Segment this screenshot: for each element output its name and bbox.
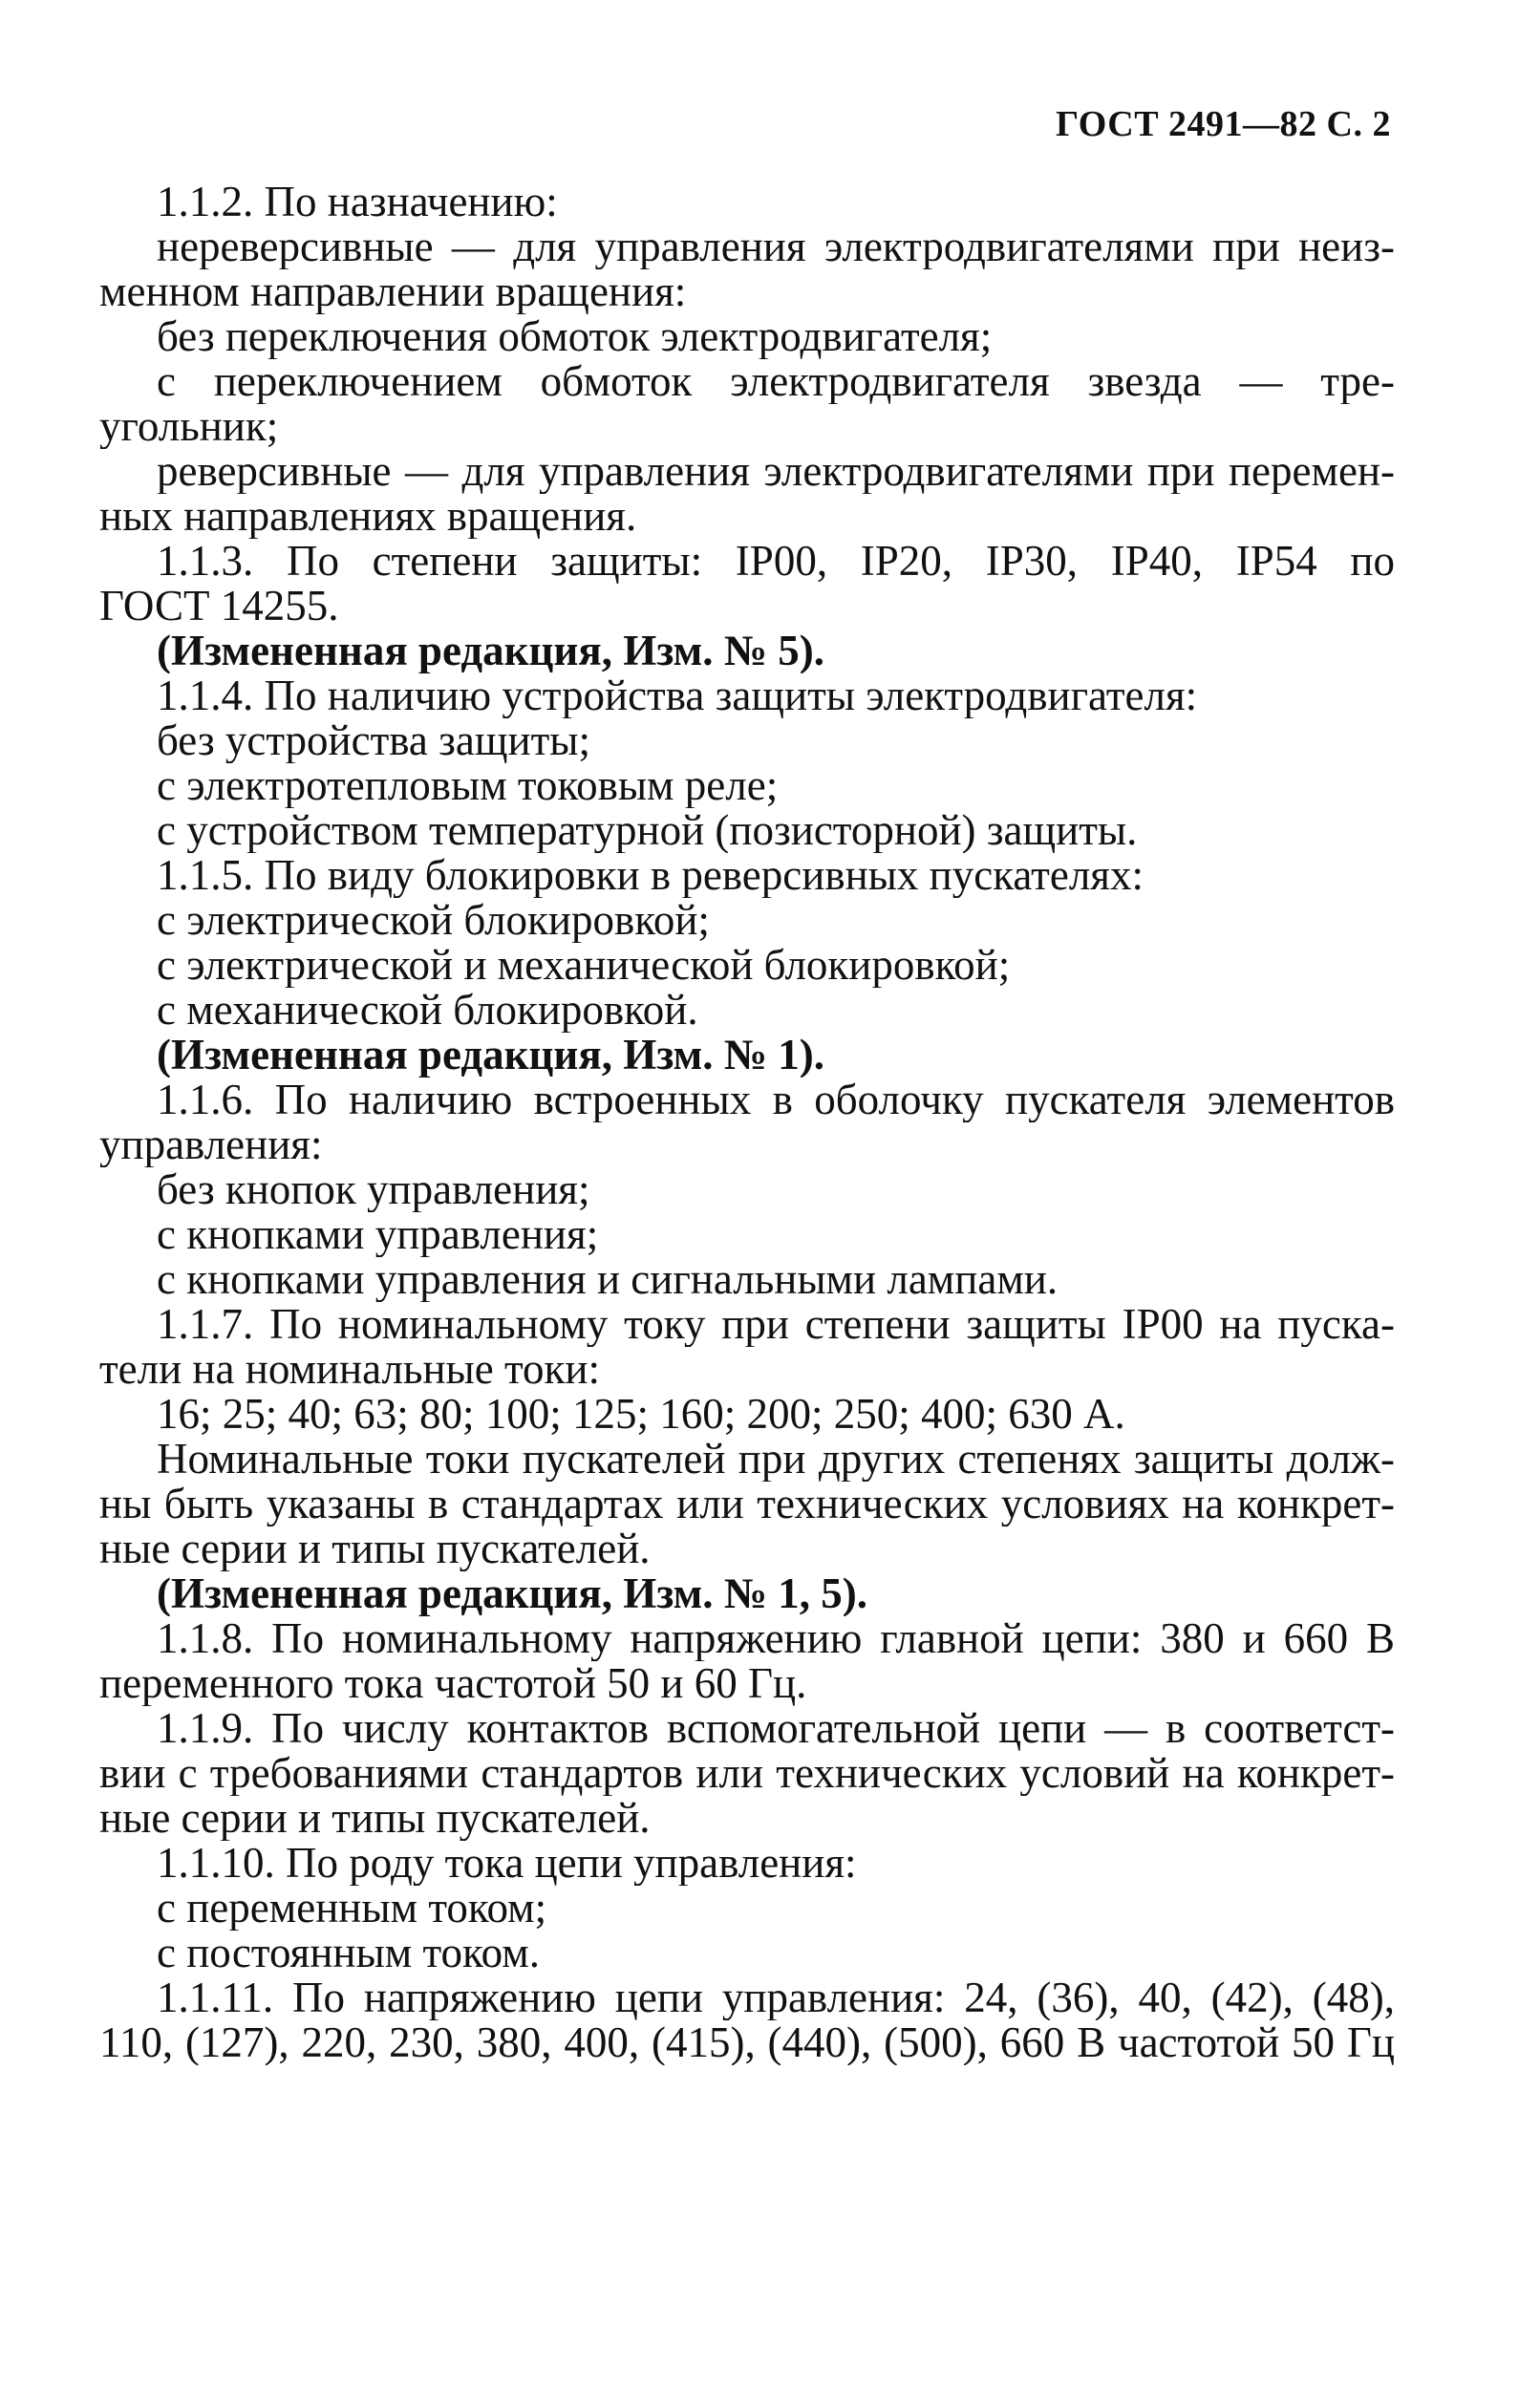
text-line: 1.1.5. По виду блокировки в реверсивных пускателях:	[157, 853, 1144, 898]
text-line: с электрической и механической блокировкой;	[157, 943, 1011, 988]
text-line: с кнопками управления;	[157, 1212, 599, 1257]
text-line: без переключения обмоток электродвигателя;	[157, 314, 993, 359]
text-line: реверсивные — для управления электродвигателями при перемен-	[157, 449, 1395, 494]
text-line: 110, (127), 220, 230, 380, 400, (415), (440), (500), 660 В частотой 50 Гц	[99, 2020, 1395, 2065]
text-line: переменного тока частотой 50 и 60 Гц.	[99, 1661, 807, 1706]
text-line: с устройством температурной (позисторной) защиты.	[157, 808, 1138, 853]
text-line: 1.1.11. По напряжению цепи управления: 24, (36), 40, (42), (48),	[157, 1975, 1395, 2020]
text-line: угольник;	[99, 404, 279, 449]
text-line: ные серии и типы пускателей.	[99, 1526, 651, 1571]
text-line: управления:	[99, 1122, 323, 1167]
text-line: ные серии и типы пускателей.	[99, 1796, 651, 1841]
document-body	[99, 180, 1395, 2065]
text-line: 1.1.8. По номинальному напряжению главной цепи: 380 и 660 В	[157, 1616, 1395, 1661]
text-line: 16; 25; 40; 63; 80; 100; 125; 160; 200; 250; 400; 630 А.	[157, 1392, 1125, 1437]
text-line: 1.1.6. По наличию встроенных в оболочку пускателя элементов	[157, 1078, 1395, 1122]
text-line: ГОСТ 14255.	[99, 584, 339, 629]
text-line: 1.1.7. По номинальному току при степени защиты IP00 на пуска-	[157, 1302, 1395, 1347]
text-line: с электротепловым токовым реле;	[157, 763, 779, 808]
text-line: с электрической блокировкой;	[157, 898, 710, 943]
text-line: 1.1.10. По роду тока цепи управления:	[157, 1841, 857, 1886]
amendment-note-line: (Измененная редакция, Изм. № 1).	[157, 1033, 825, 1078]
text-line: нереверсивные — для управления электродвигателями при неиз-	[157, 224, 1395, 269]
text-line: без устройства защиты;	[157, 718, 591, 763]
amendment-note-line: (Измененная редакция, Изм. № 1, 5).	[157, 1571, 868, 1616]
text-line: 1.1.9. По числу контактов вспомогательной цепи — в соответст-	[157, 1706, 1395, 1751]
text-line: ных направлениях вращения.	[99, 494, 637, 539]
text-line: с переменным током;	[157, 1886, 547, 1931]
text-line: с кнопками управления и сигнальными лампами.	[157, 1257, 1059, 1302]
text-line: с постоянным током.	[157, 1931, 540, 1975]
text-line: ны быть указаны в стандартах или технических условиях на конкрет-	[99, 1482, 1395, 1526]
page-header: ГОСТ 2491—82 С. 2	[1056, 104, 1391, 144]
text-line: 1.1.3. По степени защиты: IP00, IP20, IP30, IP40, IP54 по	[157, 539, 1395, 584]
text-line: с переключением обмоток электродвигателя звезда — тре-	[157, 359, 1395, 404]
text-line: 1.1.2. По назначению:	[157, 180, 558, 224]
text-line: с механической блокировкой.	[157, 988, 698, 1033]
text-line: 1.1.4. По наличию устройства защиты электродвигателя:	[157, 673, 1198, 718]
text-line: менном направлении вращения:	[99, 269, 687, 314]
text-line: Номинальные токи пускателей при других степенях защиты долж-	[157, 1437, 1395, 1482]
amendment-note-line: (Измененная редакция, Изм. № 5).	[157, 629, 825, 673]
text-line: тели на номинальные токи:	[99, 1347, 601, 1392]
text-line: вии с требованиями стандартов или технических условий на конкрет-	[99, 1751, 1395, 1796]
text-line: без кнопок управления;	[157, 1167, 590, 1212]
